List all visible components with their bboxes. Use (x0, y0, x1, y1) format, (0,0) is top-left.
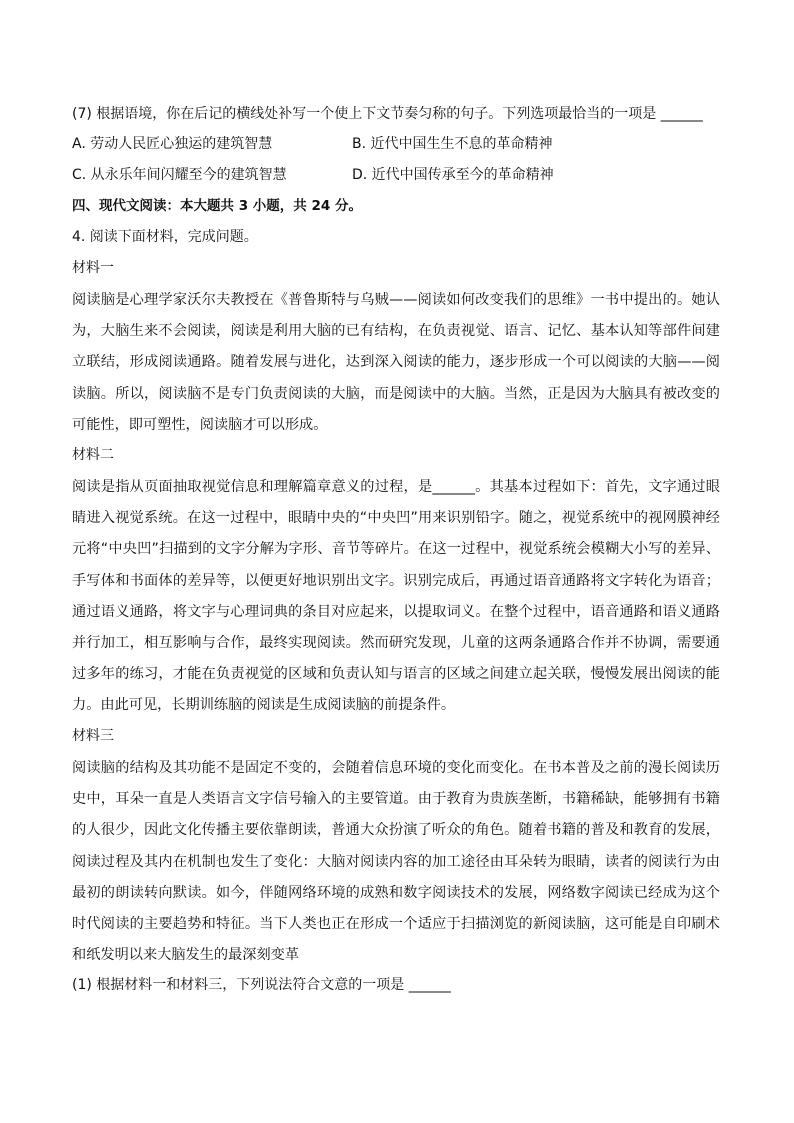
material-3-paragraph: 阅读脑的结构及其功能不是固定不变的，会随着信息环境的变化而变化。在书本普及之前的漫长阅读历史中，耳朵一直是人类语言文字信号输入的主要管道。由于教育为贵族垄断，书籍稀缺，能够拥有书籍的人很少，因此文化传播主要依靠朗读，普通大众扮演了听众的角色。随着书籍的普及和教育的发展，阅读过程及其内在机制也发生了变化：大脑对阅读内容的加工途径由耳朵转为眼睛，读者的阅读行为由最初的朗读转向默读。如今，伴随网络环境的成熟和数字阅读技术的发展，网络数字阅读已经成为这个时代阅读的主要趋势和特征。当下人类也正在形成一个适应于扫描浏览的新阅读脑，这可能是自印刷术和纸发明以来大脑发生的最深刻变革 (72, 760, 720, 964)
material-3-title: 材料三 (72, 728, 114, 744)
question-7-option-c: C. 从永乐年间闪耀至今的建筑智慧 (72, 167, 287, 183)
question-4-intro: 4. 阅读下面材料，完成问题。 (72, 229, 258, 245)
question-7-option-d: D. 近代中国传承至今的革命精神 (352, 167, 554, 183)
material-2-paragraph: 阅读是指从页面抽取视觉信息和理解篇章意义的过程，是______。其基本过程如下：首先，文字通过眼睛进入视觉系统。在这一过程中，眼睛中央的“中央凹”用来识别铅字。随之，视觉系统中的视网膜神经元将“中央凹”扫描到的文字分解为字形、音节等碎片。在这一过程中，视觉系统会模糊大小写的差异、手写体和书面体的差异等，以便更好地识别出文字。识别完成后，再通过语音通路将文字转化为语音；通过语义通路，将文字与心理词典的条目对应起来，以提取词义。在整个过程中，语音通路和语义通路并行加工，相互影响与合作，最终实现阅读。然而研究发现，儿童的这两条通路合作并不协调，需要通过多年的练习，才能在负责视觉的区域和负责认知与语言的区域之间建立起关联，慢慢发展出阅读的能力。由此可见，长期训练脑的阅读是生成阅读脑的前提条件。 (72, 479, 720, 714)
material-2-text (72, 472, 720, 722)
material-1-title: 材料一 (72, 260, 114, 276)
question-7-stem: (7) 根据语境，你在后记的横线处补写一个使上下文节奏匀称的句子。下列选项最恰当的一项是 ______ (72, 106, 703, 122)
material-2-title: 材料二 (72, 447, 114, 463)
material-1-text (72, 285, 720, 441)
question-7-option-a: A. 劳动人民匠心独运的建筑智慧 (72, 136, 273, 152)
section-heading: 四、现代文阅读：本大题共 3 小题，共 24 分。 (72, 198, 362, 214)
question-1-stem: (1) 根据材料一和材料三，下列说法符合文意的一项是 ______ (72, 977, 451, 993)
question-7-option-b: B. 近代中国生生不息的革命精神 (352, 136, 553, 152)
material-1-paragraph: 阅读脑是心理学家沃尔夫教授在《普鲁斯特与乌贼——阅读如何改变我们的思维》一书中提出的。她认为，大脑生来不会阅读，阅读是利用大脑的已有结构，在负责视觉、语言、记忆、基本认知等部件间建立联结，形成阅读通路。随着发展与进化，达到深入阅读的能力，逐步形成一个可以阅读的大脑——阅读脑。所以，阅读脑不是专门负责阅读的大脑，而是阅读中的大脑。当然，正是因为大脑具有被改变的可能性，即可塑性，阅读脑才可以形成。 (72, 292, 720, 433)
material-3-text (72, 753, 720, 971)
